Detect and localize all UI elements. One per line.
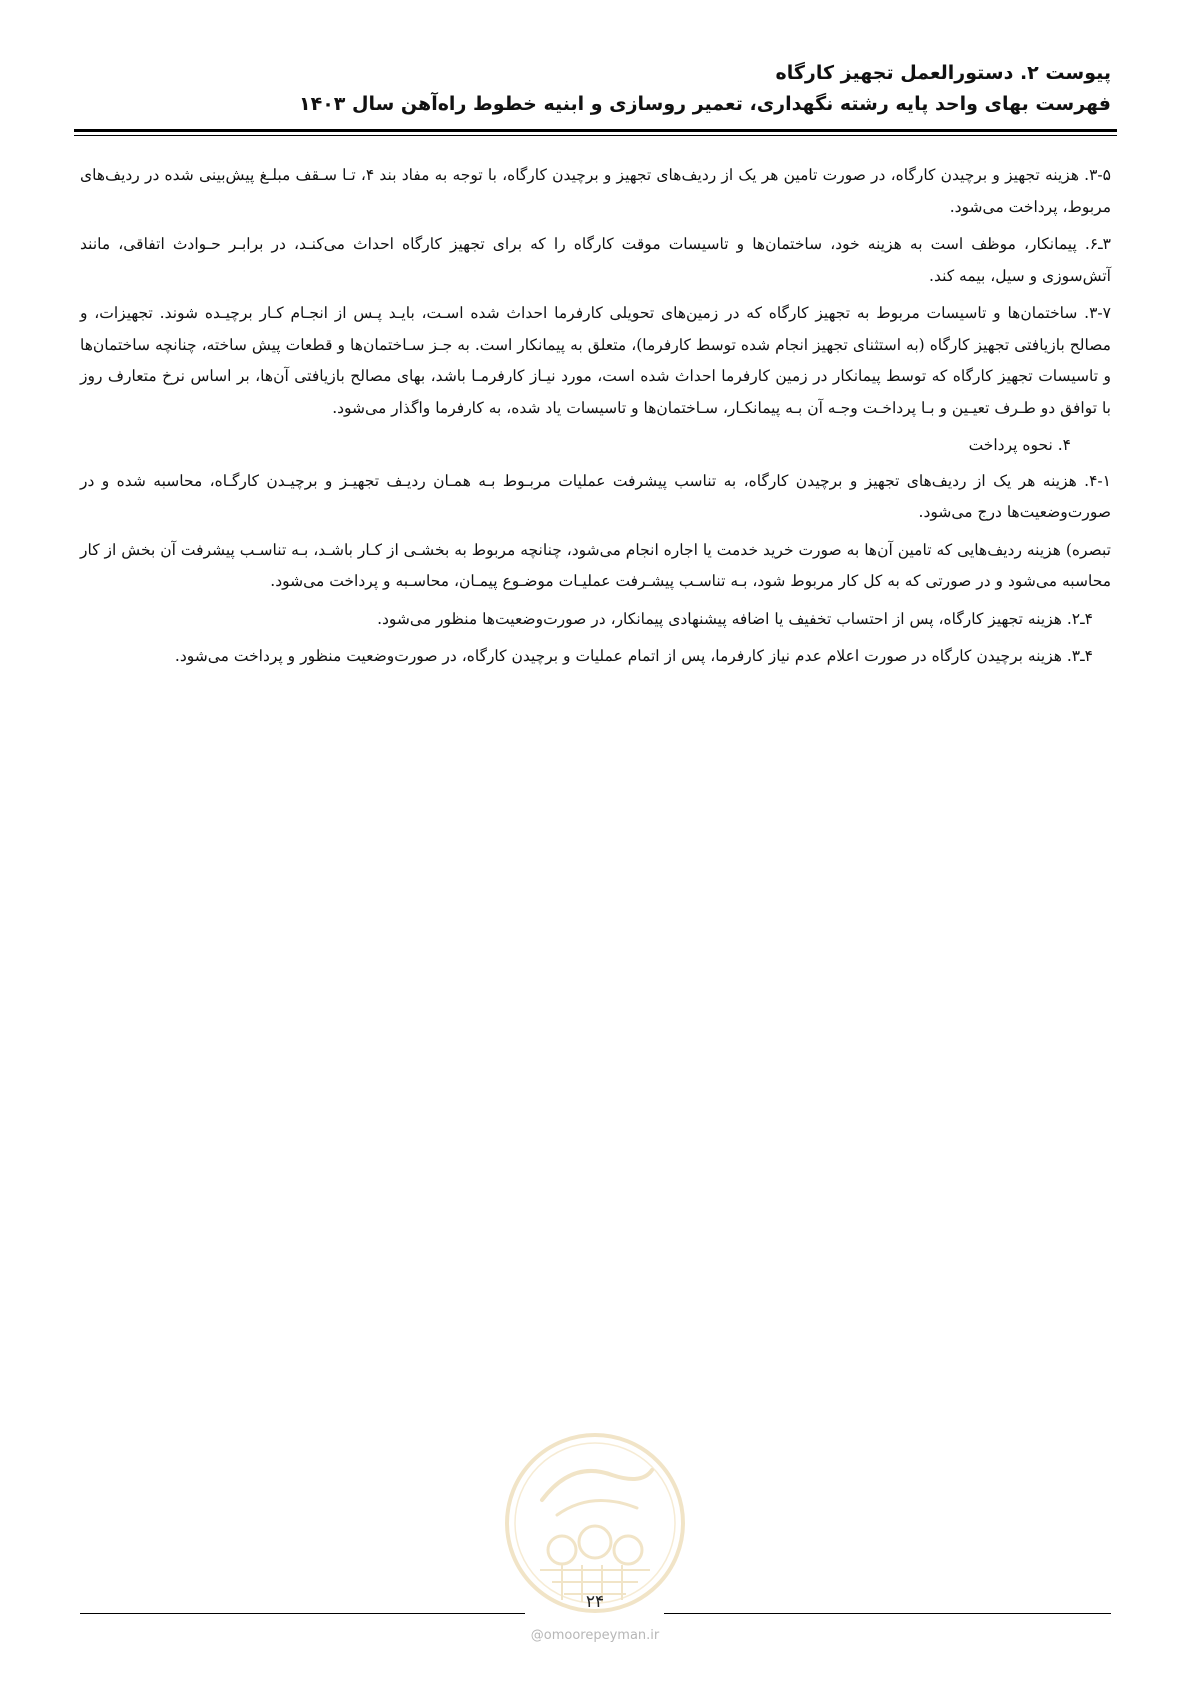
- header-document-title: فهرست بهای واحد پایه رشته نگهداری، تعمیر روسازی و ابنیه خطوط راه‌آهن سال ۱۴۰۳: [299, 93, 1111, 115]
- page-header: [80, 58, 1111, 120]
- watermark-url: @omoorepeyman.ir: [530, 1628, 660, 1643]
- paragraph-note: تبصره) هزینه ردیف‌هایی که تامین آن‌ها به صورت خرید خدمت یا اجاره انجام می‌شود، چنانچه مربوط به بخشـی از کـار باشـد، بـه تناسـب پیشرفت آن بخش از کار محاسبه می‌شود و در صورتی که به کل کار مربوط شود، بـه تناسـب پیشـرفت عملیـات موضـوع پیمـان، محاسـبه و پرداخت می‌شود.: [80, 540, 1111, 590]
- page-number: ۲۴: [585, 1592, 605, 1612]
- paragraph-4-3: ۴ـ۳. هزینه برچیدن کارگاه در صورت اعلام عدم نیاز کارفرما، پس از اتمام عملیات و برچیدن کارگاه، در صورت‌وضعیت منظور و پرداخت می‌شود.: [174, 647, 1093, 665]
- document-body: [80, 160, 1111, 679]
- paragraph-3-6: ۳ـ۶. پیمانکار، موظف است به هزینه خود، ساختمان‌ها و تاسیسات موقت کارگاه را که برای تجهیز کارگاه احداث می‌کنـد، در برابـر حـوادث اتفاقی، مانند آتش‌سوزی و سیل، بیمه کند.: [80, 235, 1111, 285]
- section-heading-4: ۴. نحوه پرداخت: [968, 436, 1071, 454]
- header-rule-thin: [74, 135, 1117, 136]
- footer-rule-right: [664, 1613, 1111, 1614]
- footer-rule-left: [80, 1613, 525, 1614]
- paragraph-3-7: ۳-۷. ساختمان‌ها و تاسیسات مربوط به تجهیز کارگاه که در زمین‌های تحویلی کارفرما احداث شده اسـت، بایـد پـس از انجـام کـار برچیـده شوند. تجهیزات، و مصالح بازیافتی تجهیز کارگاه (به استثنای تجهیز انجام شده توسط کارفرما)، متعلق به پیمانکار است. به جـز سـاختمان‌ها و قطعات پیش ساخته، چنانچه ساختمان‌ها و تاسیسات تجهیز کارگاه که توسط پیمانکار در زمین کارفرما احداث شده است، مورد نیـاز کارفرمـا باشد، بهای مصالح بازیافتی آن‌ها، بر اساس نرخ متعارف روز با توافق دو طـرف تعیـین و بـا پرداخـت وجـه آن بـه پیمانکـار، سـاختمان‌ها و تاسیسات یاد شده، به کارفرما واگذار می‌شود.: [80, 304, 1111, 417]
- paragraph-3-5: ۳-۵. هزینه تجهیز و برچیدن کارگاه، در صورت تامین هر یک از ردیف‌های تجهیز و برچیدن کارگاه، با توجه به مفاد بند ۴، تـا سـقف مبلـغ پیش‌بینی شده در ردیف‌های مربوط، پرداخت می‌شود.: [80, 166, 1111, 216]
- header-rule-thick: [74, 129, 1117, 132]
- header-appendix-title: پیوست ۲. دستورالعمل تجهیز کارگاه: [775, 62, 1111, 84]
- watermark-logo: [502, 1430, 688, 1616]
- paragraph-4-1: ۴-۱. هزینه هر یک از ردیف‌های تجهیز و برچیدن کارگاه، به تناسب پیشرفت عملیات مربـوط بـه همـان ردیـف تجهیـز و برچیـدن کارگـاه، محاسبه شده و در صورت‌وضعیت‌ها درج می‌شود.: [80, 471, 1111, 521]
- paragraph-4-2: ۴ـ۲. هزینه تجهیز کارگاه، پس از احتساب تخفیف یا اضافه پیشنهادی پیمانکار، در صورت‌وضعیت‌ها منظور می‌شود.: [377, 609, 1093, 628]
